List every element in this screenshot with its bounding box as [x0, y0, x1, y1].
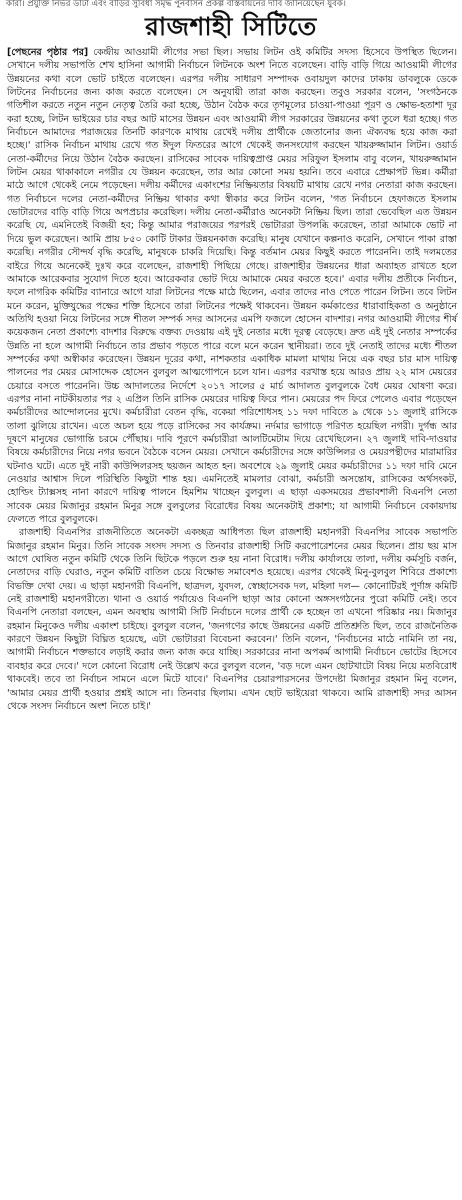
article-paragraph-1	[7, 46, 457, 526]
previous-article-fragment: কারা। প্রযুক্তি নির্ভর ডাটা এবং বাড়ির সুবিধা সমৃদ্ধ পুনর্বাসন প্রকল্প বাস্তবায়নের দাবি জানিয়েছেন যুবক।	[6, 0, 346, 9]
article-body	[0, 46, 462, 713]
paragraph-text: কেন্দ্রীয় আওয়ামী লীগের সভা ছিল। সভায় লিটন ওই কমিটির সদস্য হিসেবে উপস্থিত ছিলেন। সেখানে দলীয় সভাপতি শেখ হাসিনা আগামী নির্বাচনে লিটনকে অংশ নিতে বলেছেন। বাড়ি বাড়ি গিয়ে আওয়ামী লীগের উন্নয়নের কথা বলে ভোট চাইতে বলেছেন। এরপর দলীয় সাধারণ সম্পাদক ওবায়দুল কাদের ঢাকায় ডাবলুকে ডেকে লিটনের নির্বাচনের জন্য কাজ করতে বলেছেন। সে অনুযায়ী তারা কাজ করছেন। তবুও সরকার বলেন, 'সংগঠনকে গতিশীল করতে নতুন নতুন নেতৃত্ব তৈরি করা হচ্ছে, উঠান বৈঠক করে তৃণমূলের চাওয়া-পাওয়া পূরণ ও ক্ষোভ-হতাশা দূর করা হচ্ছে, লিটন ভাইয়ের চার বছর আট মাসের উন্নয়ন এবং আওয়ামী লীগ সরকারের উন্নয়নের কথা তুলে ধরা হচ্ছে। গত নির্বাচনে আমাদের পরাজয়ের তিনটি কারণকে মাথায় রেখেই দলীয় প্রার্থীকে জেতানোর জন্য ঐক্যবদ্ধ হয়ে কাজ করা হচ্ছে।' রাসিক নির্বাচন মাথায় রেখে গত ঈদুল ফিতরের আগে থেকেই জনসংযোগ করছেন খায়রুজ্জামান লিটন। ওয়ার্ড নেতা-কর্মীদের নিয়ে উঠান বৈঠক করছেন। রাসিকের সাবেক দায়িত্বপ্রাপ্ত মেয়র সরিফুল ইসলাম বাবু বলেন, খায়রুজ্জামান লিটন মেয়র থাকাকালে নগরীর যে উন্নয়ন করেছেন, তার আর কোনো সময় হয়নি। তবে এবারে প্রেক্ষাপট ভিন্ন। কর্মীরা মাঠে আগে থেকেই নেমে পড়েছেন। দলীয় কর্মীদের একাংশের নিষ্ক্রিয়তার বিষয়টি মাথায় রেখে নগর নেতারা কাজ করছেন। গত নির্বাচনে দলের নেতা-কর্মীদের নিষ্ক্রিয় থাকার কথা স্বীকার করে লিটন বলেন, 'গত নির্বাচনে হেফাজতে ইসলাম ভোটারদের বাড়ি বাড়ি গিয়ে অপপ্রচার করেছিল। দলীয় নেতা-কর্মীরাও অনেকটা নিষ্ক্রিয় ছিল। তারা ভেবেছিল এত উন্নয়ন করেছি যে, এমনিতেই বিজয়ী হব; কিন্তু আমার পরাজয়ের পরপরই ভোটাররা উপলব্ধি করেছেন, তারা আমাকে ভোট না দিয়ে ভুল করেছেন। আমি প্রায় ৮৫০ কোটি টাকার উন্নয়নকাজ করেছি। মানুষ যেখানে কল্পনাও করেনি, সেখানে পাকা রাস্তা করেছি। নগরীর সৌন্দর্য বৃদ্ধি করেছি, মানুষকে চাকরি দিয়েছি। কিন্তু বর্তমান মেয়র কিছুই করতে পারেননি। তাই দলমতের বাইরে গিয়ে অনেকেই দুঃখ করে বলেছেন, রাজশাহী পিছিয়ে গেছে। রাজশাহীর উন্নয়নের ধারা অব্যাহত রাখতে হলে আমাকে আরেকবার সুযোগ দিতে হবে। আরেকবার ভোট দিয়ে আমাকে মেয়র করতে হবে।' এবার দলীয় প্রতীকে নির্বাচন, ফলে নাগরিক কমিটির ব্যানারে আগে যারা লিটনের পক্ষে মাঠে ছিলেন, এবার তাদের নাও পেতে পারেন লিটন। তবে লিটন মনে করেন, মুক্তিযুদ্ধের পক্ষের শক্তি হিসেবে তারা লিটনের পক্ষেই থাকবেন। উন্নয়ন কর্মকাণ্ডের ধারাবাহিকতা ও অনুষ্ঠানে অতিথি হওয়া নিয়ে লিটনের সঙ্গে শীতল সম্পর্ক সদর আসনের এমপি ফজলে হোসেন বাদশার। নগর আওয়ামী লীগের শীর্ষ কয়েকজন নেতা প্রকাশ্যে বাদশার বিরুদ্ধে বক্তব্য দেওয়ায় এই দুই নেতার মধ্যে দূরত্ব বেড়েছে। দ্রুত এই দুই নেতার সম্পর্কের উন্নতি না হলে আগামী নির্বাচনে তার প্রভাব পড়তে পারে বলে মনে করেন স্থানীয়রা। তবে দুই নেতাই তাদের মধ্যে শীতল সম্পর্কের কথা অস্বীকার করেছেন। উন্নয়ন দূরের কথা, নাশকতার একাধিক মামলা মাথায় নিয়ে এক বছর চার মাস দায়িত্ব পালনের পর মেয়র মোসাদ্দেক হোসেন বুলবুল আত্মগোপনে চলে যান। এরপর বরখাস্ত হয়ে আরও প্রায় ২২ মাস মেয়রের চেয়ারে বসতে পারেননি। উচ্চ আদালতের নির্দেশে ২০১৭ সালের ৫ মার্চ আদালত বুলবুলকে বৈধ মেয়র ঘোষণা করে। এরপর নানা নাটকীয়তার পর ২ এপ্রিল তিনি রাসিক মেয়রের দায়িত্ব ফিরে পান। মেয়রের পদ ফিরে পেলেও এবার পড়েছেন কর্মচারীদের আন্দোলনের মুখে। কর্মচারীরা বেতন বৃদ্ধি, বকেয়া পরিশোধসহ ১১ দফা দাবিতে ৯ থেকে ১১ জুলাই রাসিকে তালা ঝুলিয়ে রাখেন। এতে অচল হয়ে পড়ে রাসিকের সব কার্যক্রম। নর্দমার ভাগাড়ে পরিণত হয়েছিল নগরী। দুর্গন্ধ আর দূষণে মানুষের ভোগান্তি চরমে পৌঁছায়। দাবি পূরণে কর্মচারীরা আলটিমেটাম দিয়ে রেখেছিলেন। ২৭ জুলাই দাবি-দাওয়ার বিষয়ে কর্মচারীদের নিয়ে নগর ভবনে বৈঠকে বসেন মেয়র। সেখানে কর্মচারীদের সঙ্গে কাউন্সিলর ও মেয়রপন্থীদের মারামারির ঘটনাও ঘটে। এতে দুই নারী কাউন্সিলরসহ ছয়জন আহত হন। অবশেষে ২৯ জুলাই মেয়র কর্মচারীদের ১১ দফা দাবি মেনে নেওয়ার আশ্বাস দিলে পরিস্থিতি কিছুটা শান্ত হয়। এমনিতেই মামলার বোঝা, কর্মচারী অসন্তোষ, রাসিকের অর্থসংকট, হোল্ডিং ট্যাক্সসহ নানা কারণে দায়িত্ব পালনে হিমশিম খাচ্ছেন বুলবুল। এ ছাড়া একসময়ের প্রভাবশালী বিএনপি নেতা সাবেক মেয়র মিজানুর রহমান মিনুর সঙ্গে বুলবুলের বিরোধের বিষয় অনেকটাই প্রকাশ্য; যা আগামী নির্বাচনে বেকায়দায় ফেলতে পারে বুলবুলকে।	[7, 47, 457, 526]
article-headline: রাজশাহী সিটিতে	[145, 12, 317, 41]
paragraph-text: রাজশাহী বিএনপির রাজনীতিতে অনেকটা একচ্ছত্র আধিপত্য ছিল রাজশাহী মহানগরী বিএনপির সাবেক সভাপতি মিজানুর রহমান মিনুর। তিনি সাবেক সংসদ সদস্য ও তিনবার রাজশাহী সিটি করপোরেশনের মেয়র ছিলেন। প্রায় ছয় মাস আগে ঘোষিত নতুন কমিটি থেকে তিনি ছিটকে পড়লে শুরু হয় নানা বিরোধ। দলীয় কার্যালয়ে তালা, দলীয় কর্মসূচি বর্জন, নেতাদের বাড়ি ঘেরাও, নতুন কমিটি বাতিল চেয়ে বিক্ষোভ সমাবেশও হয়েছে। এরপর থেকেই মিনু-বুলবুল শিবিরে প্রকাশ্যে বিভক্তি দেখা দেয়। এ ছাড়া মহানগরী বিএনপি, ছাত্রদল, যুবদল, স্বেচ্ছাসেবক দল, মহিলা দল— কোনোটিরই পূর্ণাঙ্গ কমিটি নেই রাজশাহী মহানগরীতে। থানা ও ওয়ার্ড পর্যায়েও বিএনপি ছাড়া আর কোনো অঙ্গসংগঠনের পুরো কমিটি নেই। তবে বিএনপি নেতারা বলছেন, এমন অবস্থায় আগামী সিটি নির্বাচনে দলের প্রার্থী কে হচ্ছেন তা এখনো পরিষ্কার নয়। মিজানুর রহমান মিনুকেও দলীয় একাংশ চাইছে। বুলবুল বলেন, 'জনগণের কাছে উন্নয়নের একটি প্রতিশ্রুতি ছিল, তবে রাজনৈতিক কারণে উন্নয়ন কিছুটা বিঘ্নিত হয়েছে, এটা ভোটাররা বিবেচনা করবেন।' তিনি বলেন, 'নির্বাচনের মাঠে নামিনি তা নয়, আগামী নির্বাচনে শক্তভাবে লড়াই করার জন্য কাজ করে যাচ্ছি। সরকারের নানা অপকর্ম আগামী নির্বাচনে ভোটের হিসেবে ব্যবহার করে দেবে।' দলে কোনো বিরোধ নেই উল্লেখ করে বুলবুল বলেন, 'বড় দলে এমন ছোটখাটো বিষয় নিয়ে মতবিরোধ থাকবেই। তবে তা নির্বাচন সামনে এলে মিটে যাবে।' বিএনপির চেয়ারপারসনের উপদেষ্টা মিজানুর রহমান মিনু বলেন, 'আমার মেয়র প্রার্থী হওয়ার প্রশ্নই আসে না। তিনবার ছিলাম। এখন ছোট ভাইয়েরা থাকবে। আমি রাজশাহী সদর আসন থেকে সংসদ নির্বাচনে অংশ নিতে চাই।'	[7, 527, 457, 712]
article-paragraph-2	[7, 526, 457, 713]
continued-from-back-page-label: [পেছনের পৃষ্ঠার পর]	[7, 47, 89, 58]
